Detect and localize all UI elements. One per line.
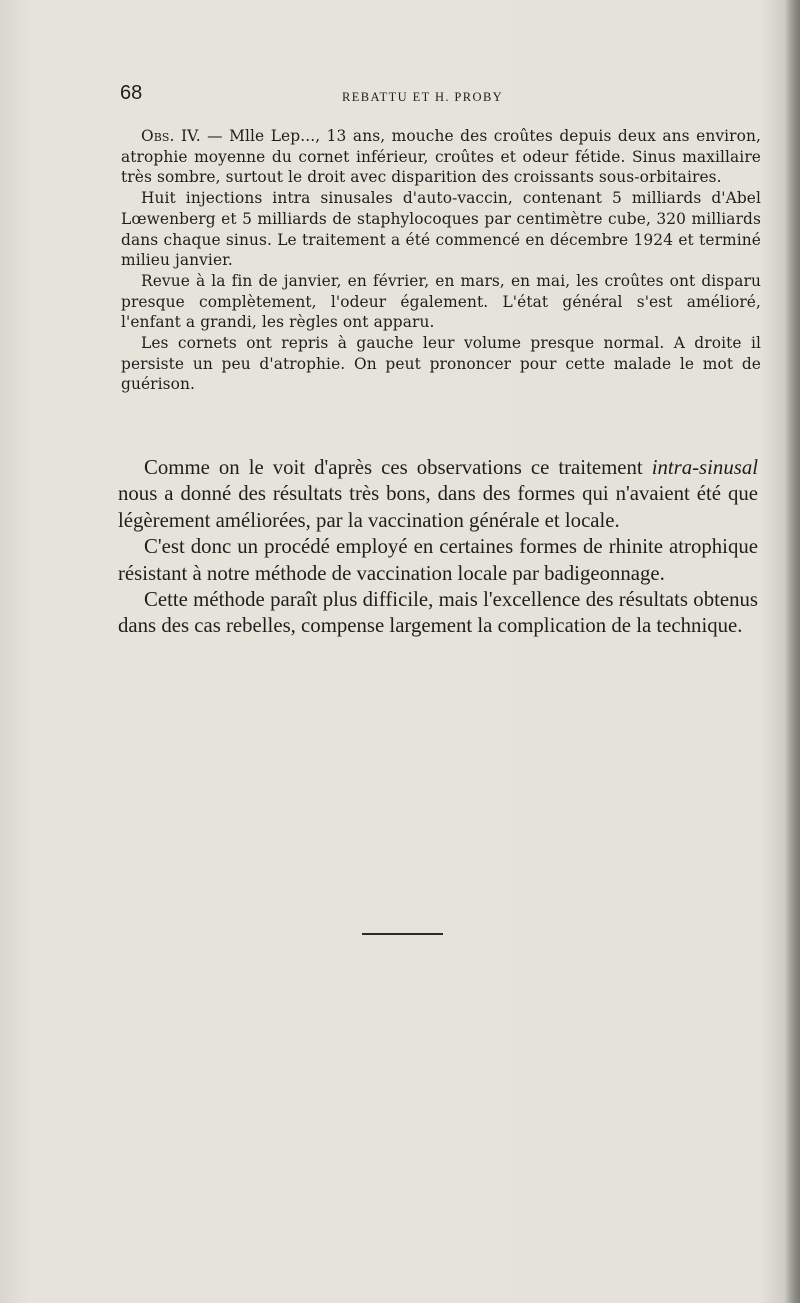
observation-paragraph-1: [121, 126, 761, 188]
page-number: 68: [120, 82, 143, 104]
conclusion-paragraph-1: [118, 455, 758, 534]
observation-block: [121, 126, 761, 395]
conclusion-text-1a: Comme on le voit d'après ces observations ce traitement: [144, 456, 652, 479]
conclusion-italic-term: intra-sinusal: [651, 456, 758, 479]
observation-paragraph-4: Les cornets ont repris à gauche leur volume presque normal. A droite il persiste un peu d'atrophie. On peut prononcer pour cette malade le mot de guérison.: [121, 334, 761, 394]
observation-paragraph-3: Revue à la fin de janvier, en février, en mars, en mai, les croûtes ont disparu presque complètement, l'odeur également. L'état général s'est amélioré, l'enfant a grandi, les règles ont apparu.: [121, 271, 761, 332]
section-end-rule: [362, 933, 443, 935]
conclusion-paragraph-3: Cette méthode paraît plus difficile, mais l'excellence des résultats obtenus dans des cas rebelles, compense largement la complication de la technique.: [118, 588, 758, 638]
conclusion-block: [118, 455, 758, 640]
observation-label: Obs. IV.: [141, 127, 201, 145]
conclusion-paragraph-2: C'est donc un procédé employé en certaines formes de rhinite atrophique résistant à notre méthode de vaccination locale par badigeonnage.: [118, 535, 758, 585]
observation-text-1: — Mlle Lep..., 13 ans, mouche des croûtes depuis deux ans environ, atrophie moyenne du cornet inférieur, croûtes et odeur fétide. Sinus maxillaire très sombre, surtout le droit avec disparition des croissants sous-orbitaires.: [121, 127, 761, 187]
page-edge-shadow: [784, 0, 800, 1303]
running-head: REBATTU ET H. PROBY: [342, 90, 504, 104]
page-header: [120, 82, 760, 112]
observation-paragraph-2: Huit injections intra sinusales d'auto-vaccin, contenant 5 milliards d'Abel Lœwenberg et 5 milliards de staphylocoques par centimètre cube, 320 milliards dans chaque sinus. Le traitement a été commencé en décembre 1924 et terminé milieu janvier.: [121, 189, 761, 270]
conclusion-text-1b: nous a donné des résultats très bons, dans des formes qui n'avaient été que légèrement améliorées, par la vaccination générale et locale.: [118, 482, 758, 532]
